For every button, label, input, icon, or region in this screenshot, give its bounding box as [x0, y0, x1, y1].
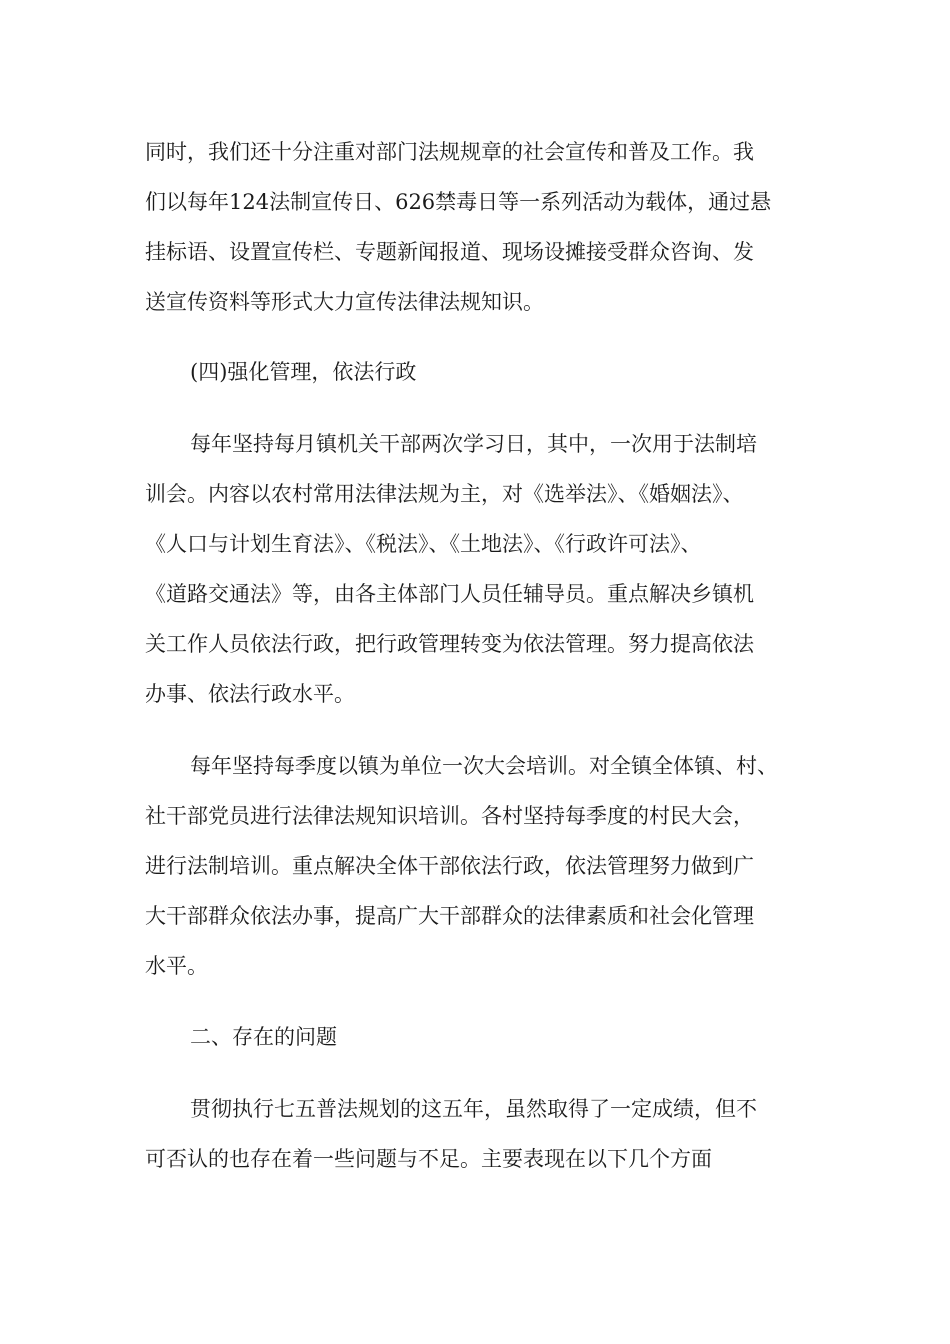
paragraph-4-line-1: 贯彻执行七五普法规划的这五年，虽然取得了一定成绩，但不 [190, 1097, 757, 1121]
paragraph-2-line-1: 每年坚持每月镇机关干部两次学习日，其中，一次用于法制培 [190, 432, 757, 456]
paragraph-3-line-5: 水平。 [145, 954, 208, 978]
paragraph-3-line-2: 社干部党员进行法律法规知识培训。各村坚持每季度的村民大会， [145, 804, 754, 828]
section-heading-2: 二、存在的问题 [190, 1025, 337, 1049]
paragraph-2-line-4: 《道路交通法》等，由各主体部门人员任辅导员。重点解决乡镇机 [145, 582, 754, 606]
paragraph-2-line-3: 《人口与计划生育法》、《税法》、《土地法》、《行政许可法》、 [145, 532, 702, 556]
paragraph-3-line-1: 每年坚持每季度以镇为单位一次大会培训。对全镇全体镇、村、 [190, 754, 778, 778]
paragraph-2-line-5: 关工作人员依法行政，把行政管理转变为依法管理。努力提高依法 [145, 632, 754, 656]
paragraph-4-line-2: 可否认的也存在着一些问题与不足。主要表现在以下几个方面 [145, 1147, 712, 1171]
paragraph-2-line-2: 训会。内容以农村常用法律法规为主，对《选举法》、《婚姻法》、 [145, 482, 744, 506]
paragraph-1-line-4: 送宣传资料等形式大力宣传法律法规知识。 [145, 290, 544, 314]
paragraph-1-line-2: 们以每年124法制宣传日、626禁毒日等一系列活动为载体，通过悬 [145, 190, 772, 214]
section-heading-4: (四)强化管理，依法行政 [190, 360, 417, 384]
paragraph-2-line-6: 办事、依法行政水平。 [145, 682, 355, 706]
paragraph-1-line-3: 挂标语、设置宣传栏、专题新闻报道、现场设摊接受群众咨询、发 [145, 240, 754, 264]
paragraph-1-line-1: 同时，我们还十分注重对部门法规规章的社会宣传和普及工作。我 [145, 140, 754, 164]
paragraph-3-line-4: 大干部群众依法办事，提高广大干部群众的法律素质和社会化管理 [145, 904, 754, 928]
paragraph-3-line-3: 进行法制培训。重点解决全体干部依法行政，依法管理努力做到广 [145, 854, 754, 878]
